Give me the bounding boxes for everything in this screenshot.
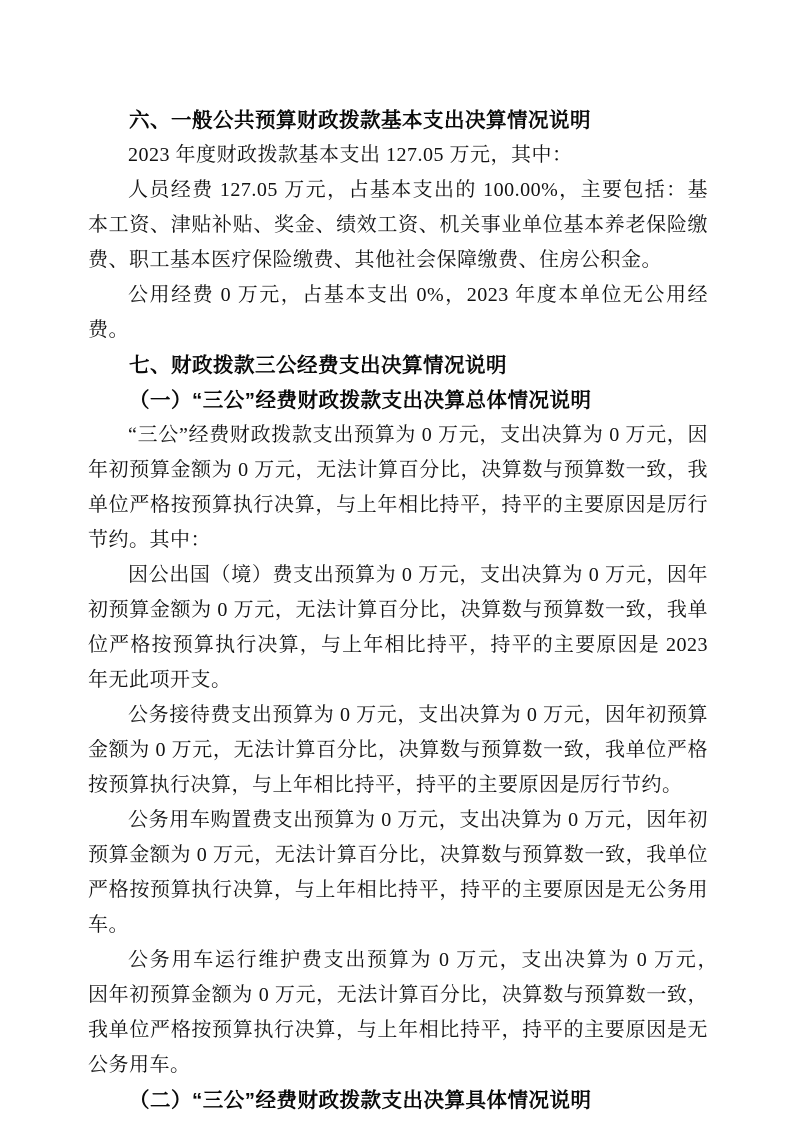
para-three-public-funds-overview: “三公”经费财政拨款支出预算为 0 万元，支出决算为 0 万元，因年初预算金额为 0 万元，无法计算百分比，决算数与预算数一致，我单位严格按预算执行决算，与上年相比持平，持平的主要原因是厉行节约。其中： (88, 424, 708, 551)
section-7-heading: 七、财政拨款三公经费支出决算情况说明 (129, 354, 507, 377)
para-personnel-expenses: 人员经费 127.05 万元，占基本支出的 100.00%，主要包括：基本工资、津贴补贴、奖金、绩效工资、机关事业单位基本养老保险缴费、职工基本医疗保险缴费、其他社会保障缴费、住房公积金。 (88, 179, 708, 271)
para-official-reception-expense: 公务接待费支出预算为 0 万元，支出决算为 0 万元，因年初预算金额为 0 万元，无法计算百分比，决算数与预算数一致，我单位严格按预算执行决算，与上年相比持平，持平的主要原因是厉行节约。 (88, 704, 708, 796)
subsection-2-heading: （二）“三公”经费财政拨款支出决算具体情况说明 (129, 1089, 592, 1112)
para-vehicle-maintenance-expense: 公务用车运行维护费支出预算为 0 万元，支出决算为 0 万元， 因年初预算金额为 0 万元，无法计算百分比，决算数与预算数一致，我单位严格按预算执行决算，与上年相比持平，持平的主要原因是无公务用车。 (88, 949, 729, 1076)
para-basic-expenditure-total: 2023 年度财政拨款基本支出 127.05 万元，其中： (128, 144, 573, 166)
section-6-heading: 六、一般公共预算财政拨款基本支出决算情况说明 (129, 109, 591, 132)
subsection-1-heading: （一）“三公”经费财政拨款支出决算总体情况说明 (129, 389, 592, 412)
para-vehicle-purchase-expense: 公务用车购置费支出预算为 0 万元，支出决算为 0 万元，因年初预算金额为 0 万元，无法计算百分比，决算数与预算数一致，我单位严格按预算执行决算，与上年相比持平，持平的主要原因是无公务用车。 (88, 809, 708, 936)
para-public-operating-expenses: 公用经费 0 万元，占基本支出 0%，2023 年度本单位无公用经费。 (88, 284, 708, 341)
para-overseas-trips-expense: 因公出国（境）费支出预算为 0 万元，支出决算为 0 万元，因年初预算金额为 0 万元，无法计算百分比，决算数与预算数一致，我单位严格按预算执行决算，与上年相比持平，持平的主要原因是 2023 年无此项开支。 (88, 564, 708, 691)
